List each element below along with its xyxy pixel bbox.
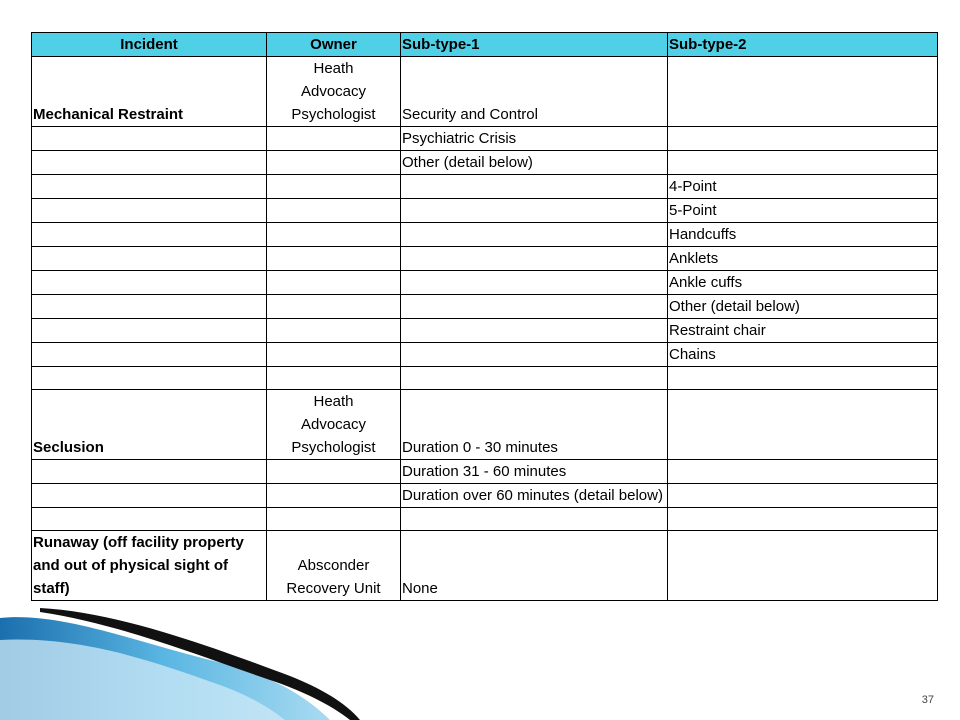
table-row xyxy=(32,127,938,151)
cell-sub-type-2: Chains xyxy=(668,343,938,367)
cell-sub-type-2 xyxy=(668,390,938,460)
cell-sub-type-1: Duration 0 - 30 minutes xyxy=(401,390,668,460)
page-number: 37 xyxy=(921,694,934,706)
table-row xyxy=(32,295,938,319)
table-row xyxy=(32,508,938,531)
cell-incident xyxy=(32,199,267,223)
cell-owner xyxy=(267,199,401,223)
table-row xyxy=(32,460,938,484)
cell-sub-type-1 xyxy=(401,271,668,295)
cell-sub-type-2: Restraint chair xyxy=(668,319,938,343)
header-owner: Owner xyxy=(267,33,401,57)
cell-incident xyxy=(32,175,267,199)
cell-sub-type-1 xyxy=(401,295,668,319)
header-sub-type-2: Sub-type-2 xyxy=(668,33,938,57)
cell-owner xyxy=(267,367,401,390)
cell-owner xyxy=(267,508,401,531)
cell-sub-type-1 xyxy=(401,175,668,199)
cell-sub-type-2: 5-Point xyxy=(668,199,938,223)
cell-sub-type-2 xyxy=(668,508,938,531)
cell-owner xyxy=(267,57,401,127)
cell-sub-type-2: Other (detail below) xyxy=(668,295,938,319)
cell-incident xyxy=(32,127,267,151)
cell-owner xyxy=(267,223,401,247)
cell-sub-type-2: Anklets xyxy=(668,247,938,271)
owner-line: Advocacy xyxy=(300,416,367,433)
cell-sub-type-2: 4-Point xyxy=(668,175,938,199)
table-row xyxy=(32,223,938,247)
cell-sub-type-1 xyxy=(401,247,668,271)
cell-incident xyxy=(32,295,267,319)
owner-line: Psychologist xyxy=(291,106,376,123)
cell-owner xyxy=(267,390,401,460)
cell-incident xyxy=(32,343,267,367)
cell-owner xyxy=(267,460,401,484)
table-row xyxy=(32,343,938,367)
owner-line: Advocacy xyxy=(300,83,367,100)
owner-line: Heath xyxy=(313,60,354,77)
table-row xyxy=(32,390,938,460)
cell-sub-type-1: Psychiatric Crisis xyxy=(401,127,668,151)
cell-sub-type-1: Duration over 60 minutes (detail below) xyxy=(401,484,668,508)
owner-line: Recovery Unit xyxy=(286,580,381,597)
cell-incident xyxy=(32,223,267,247)
cell-incident xyxy=(32,484,267,508)
cell-sub-type-1: Duration 31 - 60 minutes xyxy=(401,460,668,484)
incident-table xyxy=(31,32,938,601)
cell-sub-type-2: Ankle cuffs xyxy=(668,271,938,295)
cell-incident xyxy=(32,271,267,295)
owner-line: Absconder xyxy=(297,557,370,574)
cell-sub-type-2: Handcuffs xyxy=(668,223,938,247)
cell-incident xyxy=(32,319,267,343)
cell-owner xyxy=(267,295,401,319)
table-row xyxy=(32,57,938,127)
table-row xyxy=(32,367,938,390)
header-incident: Incident xyxy=(32,33,267,57)
cell-incident xyxy=(32,367,267,390)
cell-sub-type-1 xyxy=(401,319,668,343)
cell-incident: Runaway (off facility property and out of physical sight of staff) xyxy=(32,531,267,601)
cell-owner xyxy=(267,484,401,508)
cell-sub-type-1 xyxy=(401,508,668,531)
owner-line: Heath xyxy=(313,393,354,410)
owner-line: Psychologist xyxy=(291,439,376,456)
cell-owner xyxy=(267,271,401,295)
cell-sub-type-2 xyxy=(668,531,938,601)
cell-owner xyxy=(267,531,401,601)
cell-sub-type-1 xyxy=(401,367,668,390)
cell-sub-type-1 xyxy=(401,343,668,367)
cell-incident xyxy=(32,247,267,271)
cell-owner xyxy=(267,343,401,367)
cell-incident: Mechanical Restraint xyxy=(32,57,267,127)
table-row xyxy=(32,271,938,295)
table-row xyxy=(32,531,938,601)
table-body xyxy=(32,57,938,601)
table-row xyxy=(32,175,938,199)
cell-sub-type-1 xyxy=(401,223,668,247)
header-sub-type-1: Sub-type-1 xyxy=(401,33,668,57)
cell-incident xyxy=(32,151,267,175)
cell-owner xyxy=(267,151,401,175)
table-row xyxy=(32,151,938,175)
cell-sub-type-2 xyxy=(668,484,938,508)
cell-sub-type-1: Other (detail below) xyxy=(401,151,668,175)
cell-sub-type-2 xyxy=(668,57,938,127)
cell-sub-type-2 xyxy=(668,460,938,484)
cell-sub-type-2 xyxy=(668,127,938,151)
table-row xyxy=(32,199,938,223)
cell-incident xyxy=(32,460,267,484)
table-row xyxy=(32,247,938,271)
cell-owner xyxy=(267,319,401,343)
cell-owner xyxy=(267,247,401,271)
table-header-row xyxy=(32,33,938,57)
table-row xyxy=(32,319,938,343)
cell-owner xyxy=(267,175,401,199)
cell-incident xyxy=(32,508,267,531)
cell-sub-type-2 xyxy=(668,151,938,175)
cell-incident: Seclusion xyxy=(32,390,267,460)
cell-owner xyxy=(267,127,401,151)
cell-sub-type-1 xyxy=(401,199,668,223)
cell-sub-type-1: None xyxy=(401,531,668,601)
cell-sub-type-2 xyxy=(668,367,938,390)
cell-sub-type-1: Security and Control xyxy=(401,57,668,127)
table-row xyxy=(32,484,938,508)
